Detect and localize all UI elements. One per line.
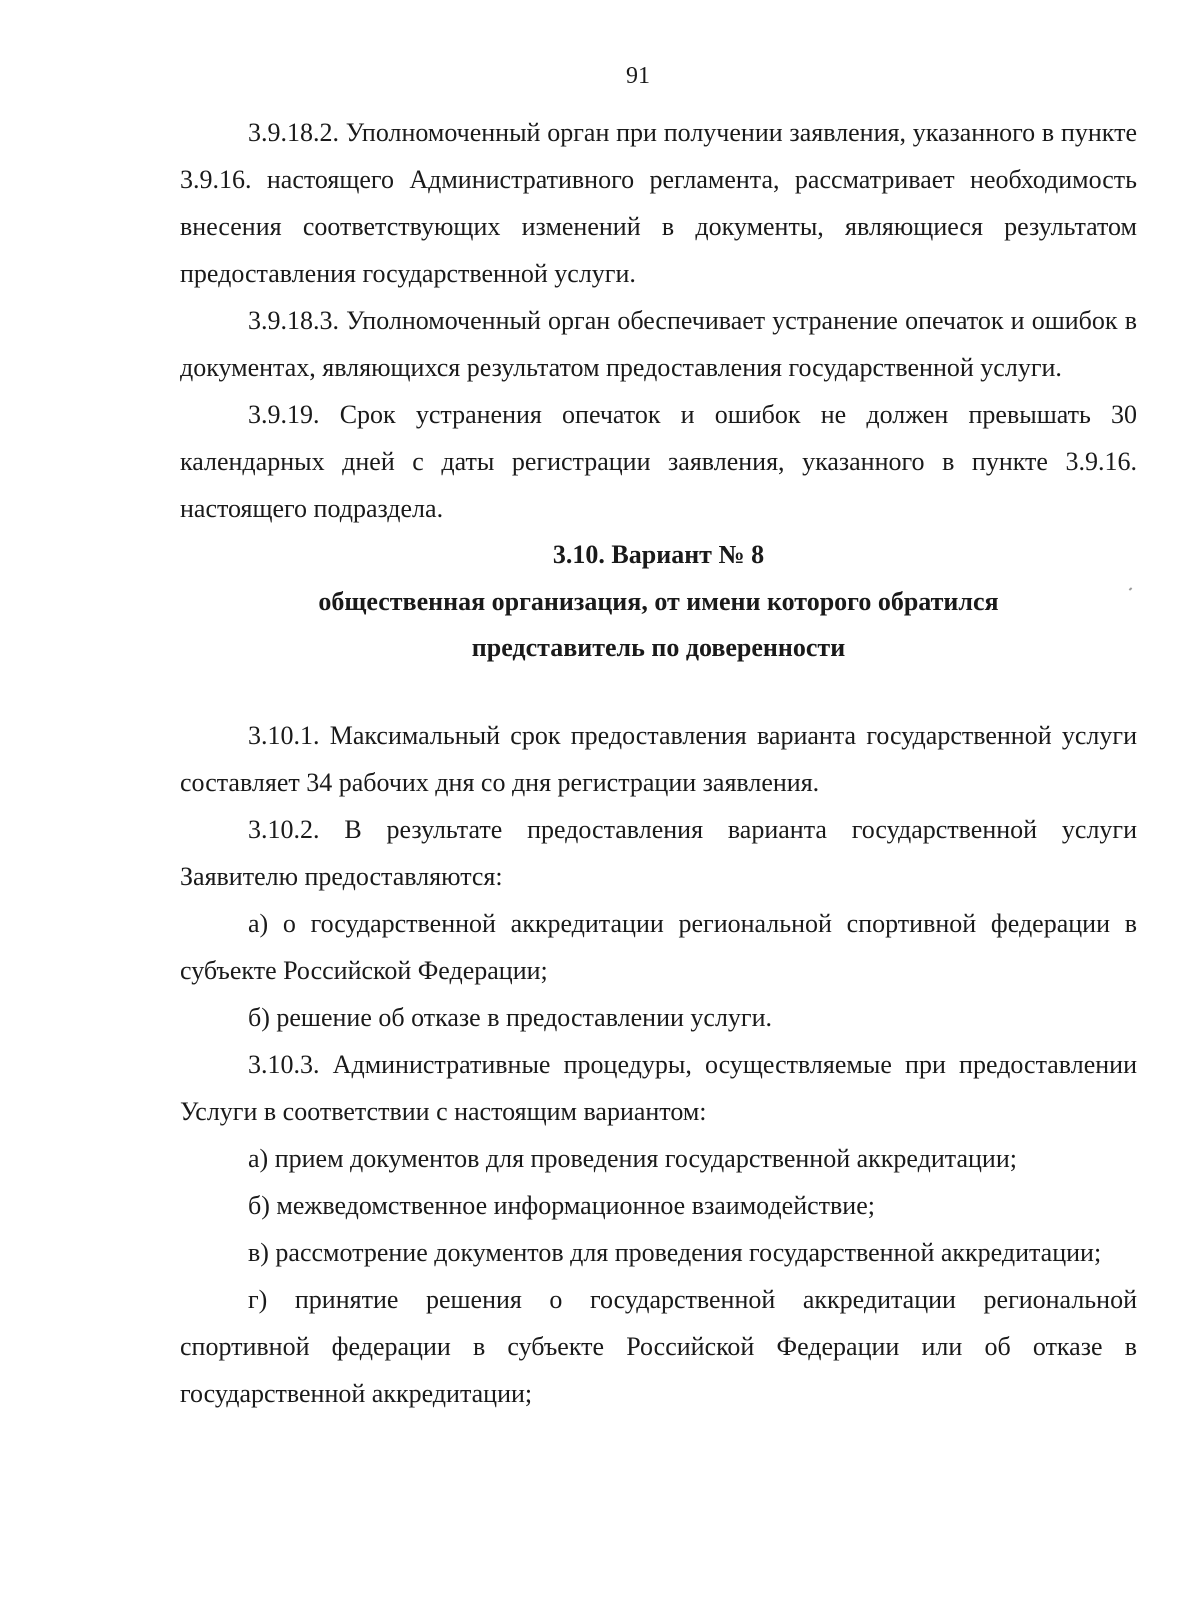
paragraph-3-9-19: 3.9.19. Срок устранения опечаток и ошибок не должен превышать 30 календарных дней с даты регистрации заявления, указанного в пункте 3.9.16. настоящего подраздела. <box>180 400 1137 523</box>
paragraph-3-10-3: 3.10.3. Административные процедуры, осуществляемые при предоставлении Услуги в соответствии с настоящим вариантом: <box>180 1049 1137 1126</box>
list-item-v-procedure: в) рассмотрение документов для проведения государственной аккредитации; <box>248 1237 1102 1267</box>
list-item-g-procedure: г) принятие решения о государственной аккредитации региональной спортивной федерации в субъекте Российской Федерации или об отказе в государственной аккредитации; <box>180 1284 1137 1408</box>
paragraph-3-9-18-3: 3.9.18.3. Уполномоченный орган обеспечивает устранение опечаток и ошибок в документах, являющихся результатом предоставления государственной услуги. <box>180 306 1137 382</box>
section-subtitle-line-1: общественная организация, от имени которого обратился <box>318 586 999 616</box>
section-title: 3.10. Вариант № 8 <box>552 540 765 569</box>
document-body <box>180 109 1137 1417</box>
list-item-a-procedure: а) прием документов для проведения государственной аккредитации; <box>248 1143 1017 1173</box>
paragraph-3-9-18-2: 3.9.18.2. Уполномоченный орган при получении заявления, указанного в пункте 3.9.16. настоящего Административного регламента, рассматривает необходимость внесения соответствующих изменений в документы, являющиеся результатом предоставления государственной услуги. <box>180 118 1137 288</box>
section-spacer <box>180 672 1137 712</box>
paragraph-3-10-2: 3.10.2. В результате предоставления варианта государственной услуги Заявителю предоставляются: <box>180 814 1137 891</box>
list-item-b-result: б) решение об отказе в предоставлении услуги. <box>248 1002 772 1032</box>
section-subtitle-line-2: представитель по доверенности <box>471 633 846 662</box>
paragraph-3-10-1: 3.10.1. Максимальный срок предоставления варианта государственной услуги составляет 34 рабочих дня со дня регистрации заявления. <box>180 720 1137 797</box>
list-item-a-result: а) о государственной аккредитации региональной спортивной федерации в субъекте Российской Федерации; <box>180 908 1137 985</box>
list-item-b-procedure: б) межведомственное информационное взаимодействие; <box>248 1190 875 1220</box>
page-number: 91 <box>626 63 650 89</box>
